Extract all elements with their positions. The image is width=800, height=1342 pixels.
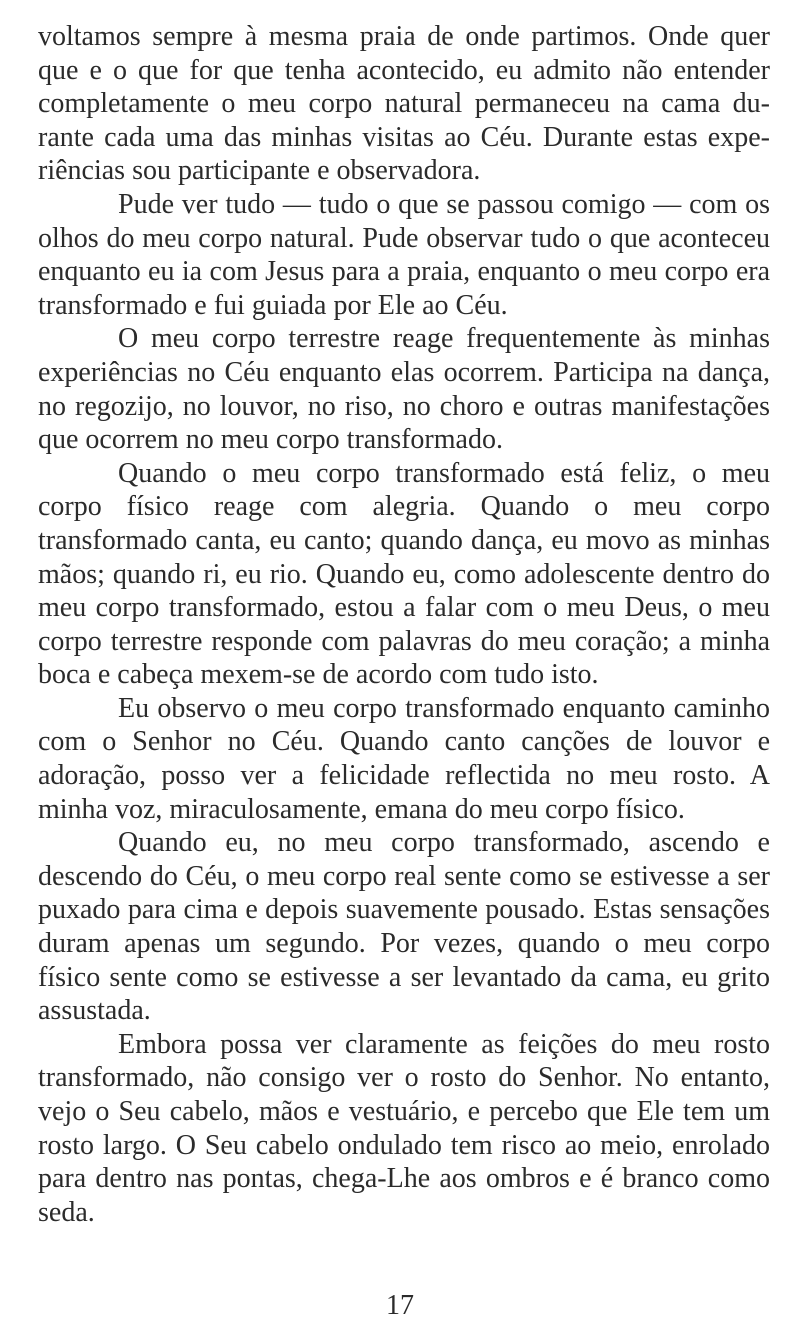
page-number: 17 xyxy=(386,1290,414,1321)
paragraph-6: Quando eu, no meu corpo transformado, ascendo e descendo do Céu, o meu corpo real sente como se estivesse a ser puxado para cima e depois suavemente pousado. Estas sensações duram apenas um segundo. Por vezes, quando o meu corpo físico sente como se estivesse a ser levantado da cama, eu grito assustada. xyxy=(38,827,770,1027)
paragraph-3: O meu corpo terrestre reage frequentemente às minhas experiências no Céu enquanto elas ocorrem. Participa na dança, no regozijo, no louvor, no riso, no choro e outras manifestações que ocorrem no meu corpo transformado. xyxy=(38,323,770,456)
document-page xyxy=(38,20,770,1320)
paragraph-7: Embora possa ver claramente as feições do meu rosto transformado, não consigo ver o rosto do Senhor. No entanto, vejo o Seu cabelo, mãos e vestuário, e percebo que Ele tem um rosto largo. O Seu cabelo ondulado tem risco ao meio, enrolado para dentro nas pontas, chega-Lhe aos ombros e é branco como seda. xyxy=(38,1028,770,1228)
paragraph-5: Eu observo o meu corpo transformado enquanto caminho com o Senhor no Céu. Quando canto canções de louvor e adoração, posso ver a felicidade reflectida no meu rosto. A minha voz, miraculosamente, emana do meu corpo físico. xyxy=(38,692,770,825)
paragraph-1: voltamos sempre à mesma praia de onde partimos. Onde quer que e o que for que tenha acontecido, eu admito não entender completamente o meu corpo natural permaneceu na cama durante cada uma das minhas visitas ao Céu. Durante estas experiências sou participante e observadora. xyxy=(38,21,770,187)
paragraph-4: Quando o meu corpo transformado está feliz, o meu corpo físico reage com alegria. Quando o meu corpo transformado canta, eu canto; quando dança, eu movo as minhas mãos; quando ri, eu rio. Quando eu, como adolescente dentro do meu corpo transformado, estou a falar com o meu Deus, o meu corpo terrestre responde com palavras do meu coração; a minha boca e cabeça mexem-se de acordo com tudo isto. xyxy=(38,457,770,691)
paragraph-2: Pude ver tudo — tudo o que se passou comigo — com os olhos do meu corpo natural. Pude observar tudo o que aconteceu enquanto eu ia com Jesus para a praia, enquanto o meu corpo era transformado e fui guiada por Ele ao Céu. xyxy=(38,188,770,321)
